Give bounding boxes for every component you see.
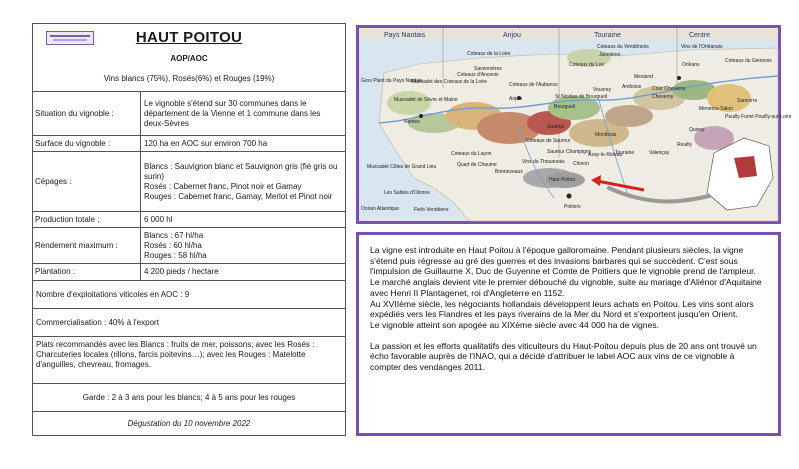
- map-label: Muscadet de Sèvre et Maine: [394, 97, 458, 103]
- row-value: [140, 228, 344, 263]
- history-paragraph: Au XVIIème siècle, les négociants hollandais développent leurs achats en Poitou. Les vins sont alors expédiés vers les Flandres et les pays riverains de la Mer du Nord et s'exportent jusqu'en Orient.: [370, 298, 754, 320]
- region-label: Touraine: [594, 32, 621, 39]
- value-line: Rosés : Cabernet franc, Pinot noir et Gamay: [144, 181, 302, 191]
- value-line: Blancs : Sauvignon blanc et Sauvignon gris (fié gris ou surin): [144, 161, 338, 181]
- map-label: Vouvray: [593, 87, 612, 93]
- row-label: Situation du vignoble :: [35, 108, 114, 118]
- map-label: Vins du Thouarsais: [522, 159, 565, 165]
- value-line: Le vignoble s'étend sur 30 communes dans le département de la Vienne et 1 commune dans les deux-Sèvres: [144, 98, 321, 128]
- map-label: Saumur Champigny: [547, 149, 592, 155]
- appellation-fact-table: [32, 23, 346, 436]
- row-degustation: [33, 411, 345, 436]
- row-value: [140, 136, 344, 151]
- region-label: Pays Nantais: [384, 32, 426, 39]
- map-label: Chinon: [573, 161, 589, 167]
- map-label: Jasnières: [599, 52, 621, 58]
- map-label: Nantes: [404, 119, 420, 125]
- row-garde: [33, 383, 345, 411]
- row-label: Plantation :: [35, 267, 76, 276]
- map-label: Coteaux de la Loire: [467, 51, 511, 57]
- exploitations-count: Nombre d'exploitations viticoles en AOC : 9: [36, 289, 190, 299]
- map-label: Orléans: [682, 62, 700, 68]
- map-label: Coteaux du Loir: [569, 62, 605, 68]
- map-label: Poitiers: [564, 204, 581, 210]
- loire-valley-map: [356, 25, 792, 224]
- map-label: Amboise: [622, 84, 642, 90]
- region-label: Centre: [689, 32, 711, 39]
- map-label: Les Sables d'Olonne: [384, 190, 430, 196]
- map-label: Muscadet Côtes de Grand Lieu: [367, 164, 437, 170]
- map-label: Touraine: [615, 150, 635, 156]
- ageing-potential: Garde : 2 à 3 ans pour les blancs; 4 à 5 ans pour les rouges: [82, 392, 296, 402]
- value-line: 120 ha en AOC sur environ 700 ha: [144, 138, 268, 148]
- map-label: Savennières: [474, 66, 502, 72]
- map-label: Cheverny: [652, 94, 674, 100]
- map-label: Reuilly: [677, 142, 693, 148]
- tasting-date: Dégustation du 10 novembre 2022: [127, 419, 251, 428]
- map-label: Azay-le-Rideau: [588, 152, 623, 158]
- row-value: [140, 264, 344, 280]
- value-line: Rouges : Cabernet franc, Gamay, Merlot et Pinot noir: [144, 191, 333, 201]
- row-plats: [33, 336, 345, 383]
- map-illustration: [359, 28, 792, 221]
- map-label: Montlouis: [595, 132, 617, 138]
- map-label: Coteaux de l'Aubance: [509, 82, 558, 88]
- table-header: [33, 24, 345, 91]
- row-production: [33, 211, 345, 227]
- row-label: Cépages :: [35, 176, 72, 186]
- appellation-type: AOP/AOC: [170, 54, 208, 63]
- map-label: St Nicolas de Bourgueil: [555, 94, 607, 100]
- history-paragraph: La passion et les efforts qualitatifs des viticulteurs du Haut-Poitou depuis plus de 20 ans ont trouvé un écho favorable auprès de l'INAO, qui a décidé d'attribuer le label AOC aux vins de ce vignoble à compter des vendanges 2011.: [370, 340, 757, 373]
- food-pairings: Plats recommandés avec les Blancs : fruits de mer, poissons; avec les Rosés : Charcuteries locales (rillons, farcis poitevins…); avec les Rouges : Matelotte d'anguilles, chevreau, fromages.: [36, 340, 315, 369]
- map-label: Coteaux d'Ancenis: [457, 72, 499, 78]
- row-cepages: [33, 151, 345, 211]
- region-label: Anjou: [503, 32, 521, 39]
- row-label: Rendement maximum :: [35, 240, 118, 250]
- map-label: Fiefs Vendéens: [414, 207, 449, 213]
- map-label: Bonnezeaux: [495, 169, 523, 175]
- row-value: [140, 152, 344, 211]
- page-title: HAUT POITOU: [135, 29, 243, 46]
- wine-color-split: Vins blancs (75%), Rosés(6%) et Rouges (19%): [103, 74, 275, 83]
- history-paragraph: La vigne est introduite en Haut Poitou à l'époque galloromaine. Pendant plusieurs siècles, la vigne s'étend puis régresse au gré des guerres et des invasions barbares qui se succèdent. C'est sous l'impulsion de Guillaume X, Duc de Guyenne et Comte de Poitiers que le vignoble prend de l'ampleur. Le marché anglais devient vite le premier débouché du vignoble, suite au mariage d'Aliénor d'Aquitaine avec Henri II Plantagenet, roi d'Angleterre en 1152.: [370, 245, 762, 298]
- map-label: Quincy: [689, 127, 705, 133]
- map-label: Coteaux du Layon: [451, 151, 492, 157]
- map-label: Pouilly Fumé Pouilly-sur-Loire: [725, 114, 792, 120]
- map-label: Saumur: [547, 124, 565, 130]
- paragraph-gap: [370, 331, 766, 341]
- map-label: Valençay: [649, 150, 670, 156]
- history-text-box: [356, 232, 781, 436]
- map-label: Coteaux du Giennois: [725, 58, 772, 64]
- map-label: Quart de Chaume: [457, 162, 497, 168]
- value-line: 6 000 hl: [144, 214, 173, 224]
- map-label: Muscadet des Coteaux de la Loire: [411, 79, 487, 85]
- history-paragraph: Le vignoble atteint son apogée au XIXème siècle avec 44 000 ha de vignes.: [370, 319, 660, 330]
- map-label: Bourgueil: [554, 104, 576, 110]
- map-label: Haut Poitou: [549, 177, 576, 183]
- value-line: Blancs : 67 hl/ha: [144, 230, 204, 240]
- row-situation: [33, 91, 345, 135]
- row-value: [140, 212, 344, 227]
- row-value: [140, 92, 344, 135]
- row-plantation: [33, 263, 345, 280]
- map-label: Cour Cheverny: [652, 86, 686, 92]
- map-label: Coteaux du Vendômois: [597, 44, 649, 50]
- row-label: Surface du vignoble :: [35, 138, 111, 148]
- map-label: Menetou-Salon: [699, 106, 733, 112]
- row-exploitations: [33, 280, 345, 308]
- map-label: Mesland: [634, 74, 653, 80]
- row-rendement: [33, 227, 345, 263]
- map-label: Anjou: [509, 96, 522, 102]
- map-label: Océan Atlantique: [361, 206, 400, 212]
- map-label: Sancerre: [737, 98, 758, 104]
- value-line: Rouges : 58 hl/ha: [144, 250, 207, 260]
- row-label: Production totale :: [35, 214, 100, 224]
- value-line: 4 200 pieds / hectare: [144, 267, 219, 276]
- map-label: Coteaux de Saumur: [526, 138, 571, 144]
- map-label: Vins de l'Orléanais: [681, 44, 723, 50]
- value-line: Rosés : 60 hl/ha: [144, 240, 202, 250]
- row-surface: [33, 135, 345, 151]
- map-label: Gros Plant du Pays Nantais: [361, 78, 423, 84]
- row-commercialisation: [33, 308, 345, 336]
- export-share: Commercialisation : 40% à l'export: [36, 317, 159, 327]
